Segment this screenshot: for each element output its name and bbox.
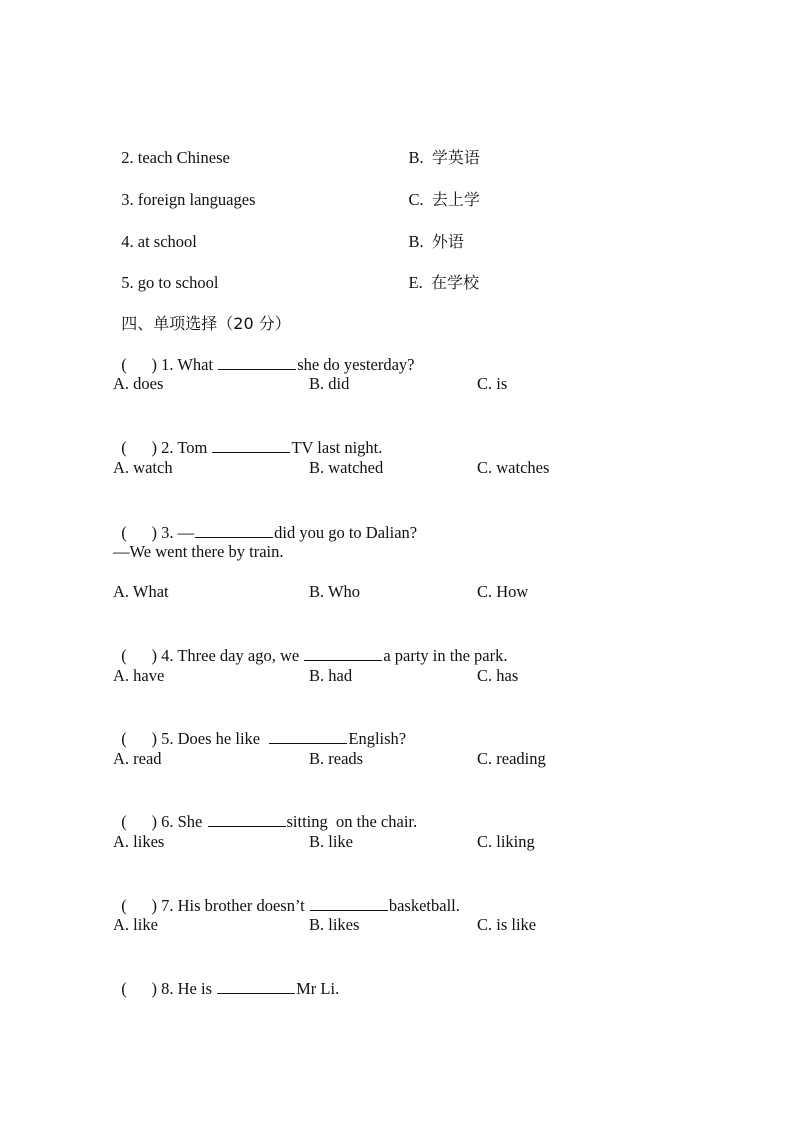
section-score: （20 分）	[217, 314, 291, 333]
option-b: B. had	[309, 666, 353, 685]
answer-paren[interactable]: ( )	[121, 896, 157, 915]
answer-blank[interactable]	[269, 729, 347, 744]
matching-right	[392, 250, 479, 316]
answer-paren[interactable]: ( )	[121, 812, 157, 831]
answer-blank[interactable]	[217, 979, 295, 994]
answer-paren[interactable]: ( )	[121, 438, 157, 457]
question-text-post: she do yesterday?	[297, 355, 415, 374]
matching-letter: B.	[408, 148, 424, 167]
question-text-post: did you go to Dalian?	[274, 523, 418, 542]
question-5	[113, 706, 406, 750]
answer-paren[interactable]: ( )	[121, 355, 157, 374]
question-7	[113, 873, 460, 917]
option-a: A. watch	[113, 458, 173, 477]
option-a: A. does	[113, 374, 164, 393]
option-a: A. likes	[113, 832, 165, 851]
question-text-pre: 7. His brother doesn’t	[157, 896, 309, 915]
answer-blank[interactable]	[218, 355, 296, 370]
question-3-answer-line: —We went there by train.	[113, 542, 284, 561]
answer-paren[interactable]: ( )	[121, 523, 157, 542]
matching-zh: 学英语	[431, 148, 480, 167]
matching-zh: 外语	[431, 232, 464, 251]
matching-left: 4. at school	[121, 232, 197, 251]
question-text-pre: 1. What	[157, 355, 218, 374]
matching-letter: B.	[408, 232, 424, 251]
option-c: C. reading	[477, 749, 546, 768]
question-text-post: basketball.	[388, 896, 460, 915]
option-b: B. like	[309, 832, 353, 851]
matching-left: 2. teach Chinese	[121, 148, 230, 167]
answer-blank[interactable]	[195, 523, 273, 538]
question-text-post: English?	[348, 729, 407, 748]
question-text-pre: 3. —	[157, 523, 195, 542]
matching-letter: C.	[408, 190, 424, 209]
option-b: B. watched	[309, 458, 384, 477]
option-a: A. like	[113, 915, 158, 934]
section-title: 四、单项选择	[121, 314, 218, 333]
question-text-pre: 5. Does he like	[157, 729, 269, 748]
question-3	[113, 500, 417, 544]
question-text-post: Mr Li.	[296, 979, 340, 998]
answer-blank[interactable]	[310, 896, 388, 911]
answer-paren[interactable]: ( )	[121, 979, 157, 998]
option-c: C. has	[477, 666, 519, 685]
section-heading	[113, 291, 291, 335]
question-2	[113, 415, 382, 459]
answer-blank[interactable]	[212, 438, 290, 453]
question-6	[113, 789, 417, 833]
option-a: A. What	[113, 582, 169, 601]
option-c: C. watches	[477, 458, 550, 477]
matching-zh: 去上学	[431, 190, 480, 209]
option-b: B. did	[309, 374, 350, 393]
matching-left: 5. go to school	[121, 273, 219, 292]
question-text-pre: 4. Three day ago, we	[157, 646, 304, 665]
question-text-pre: 6. She	[157, 812, 207, 831]
option-b: B. reads	[309, 749, 364, 768]
option-c: C. is	[477, 374, 508, 393]
question-1	[113, 332, 414, 376]
question-4	[113, 623, 507, 667]
question-text-pre: 2. Tom	[157, 438, 212, 457]
option-c: C. is like	[477, 915, 537, 934]
answer-paren[interactable]: ( )	[121, 729, 157, 748]
answer-blank[interactable]	[208, 812, 286, 827]
question-text-post: sitting on the chair.	[286, 812, 418, 831]
answer-paren[interactable]: ( )	[121, 646, 157, 665]
question-8	[113, 956, 339, 1000]
question-text-pre: 8. He is	[157, 979, 217, 998]
option-b: B. Who	[309, 582, 361, 601]
question-text-post: TV last night.	[291, 438, 383, 457]
option-b: B. likes	[309, 915, 360, 934]
matching-letter: E.	[408, 273, 423, 292]
option-c: C. How	[477, 582, 529, 601]
question-text-post: a party in the park.	[383, 646, 508, 665]
option-a: A. have	[113, 666, 165, 685]
matching-left: 3. foreign languages	[121, 190, 256, 209]
option-c: C. liking	[477, 832, 535, 851]
matching-zh: 在学校	[430, 273, 479, 292]
option-a: A. read	[113, 749, 162, 768]
answer-blank[interactable]	[304, 646, 382, 661]
